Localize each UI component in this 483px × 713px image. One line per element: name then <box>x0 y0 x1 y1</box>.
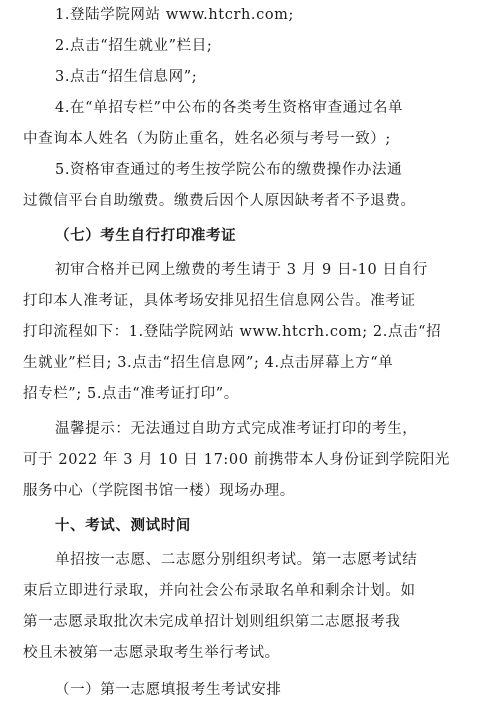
step-4-line: 4.在“单招专栏”中公布的各类考生资格审查通过名单 <box>55 100 404 116</box>
paragraph-line: 校且未被第一志愿录取考生举行考试。 <box>23 645 280 661</box>
step-4-continued: 中查询本人姓名（为防止重名，姓名必须与考号一致）; <box>23 131 391 147</box>
paragraph-line: 打印本人准考证，具体考场安排见招生信息网公告。准考证 <box>23 293 416 309</box>
section-heading-exam-time: 十、考试、测试时间 <box>55 517 191 534</box>
step-1-line: 1.登陆学院网站 www.htcrh.com; <box>55 7 295 23</box>
tip-line: 服务中心（学院图书馆一楼）现场办理。 <box>23 483 295 499</box>
step-2-line: 2.点击“招生就业”栏目; <box>55 38 213 54</box>
paragraph-line: 初审合格并已网上缴费的考生请于 3 月 9 日-10 日自行 <box>55 262 428 278</box>
subheading-first-choice: （一）第一志愿填报考生考试安排 <box>55 682 282 698</box>
paragraph-line: 打印流程如下：1.登陆学院网站 www.htcrh.com; 2.点击“招 <box>23 324 442 340</box>
section-heading-print-admission: （七）考生自行打印准考证 <box>55 227 237 244</box>
paragraph-line: 第一志愿录取批次未完成单招计划则组织第二志愿报考我 <box>23 614 401 630</box>
tip-line: 温馨提示：无法通过自助方式完成准考证打印的考生， <box>55 421 418 437</box>
step-3-line: 3.点击“招生信息网”; <box>55 69 198 85</box>
paragraph-line: 生就业”栏目; 3.点击“招生信息网”; 4.点击屏幕上方“单 <box>23 355 394 371</box>
step-5-continued: 过微信平台自助缴费。缴费后因个人原因缺考者不予退费。 <box>23 193 416 209</box>
tip-line: 可于 2022 年 3 月 10 日 17:00 前携带本人身份证到学院阳光 <box>23 452 451 468</box>
paragraph-line: 束后立即进行录取，并向社会公布录取名单和剩余计划。如 <box>23 583 416 599</box>
step-5-line: 5.资格审查通过的考生按学院公布的缴费操作办法通 <box>55 162 403 178</box>
paragraph-line: 招专栏”; 5.点击“准考证打印”。 <box>23 386 239 402</box>
paragraph-line: 单招按一志愿、二志愿分别组织考试。第一志愿考试结 <box>55 552 418 568</box>
